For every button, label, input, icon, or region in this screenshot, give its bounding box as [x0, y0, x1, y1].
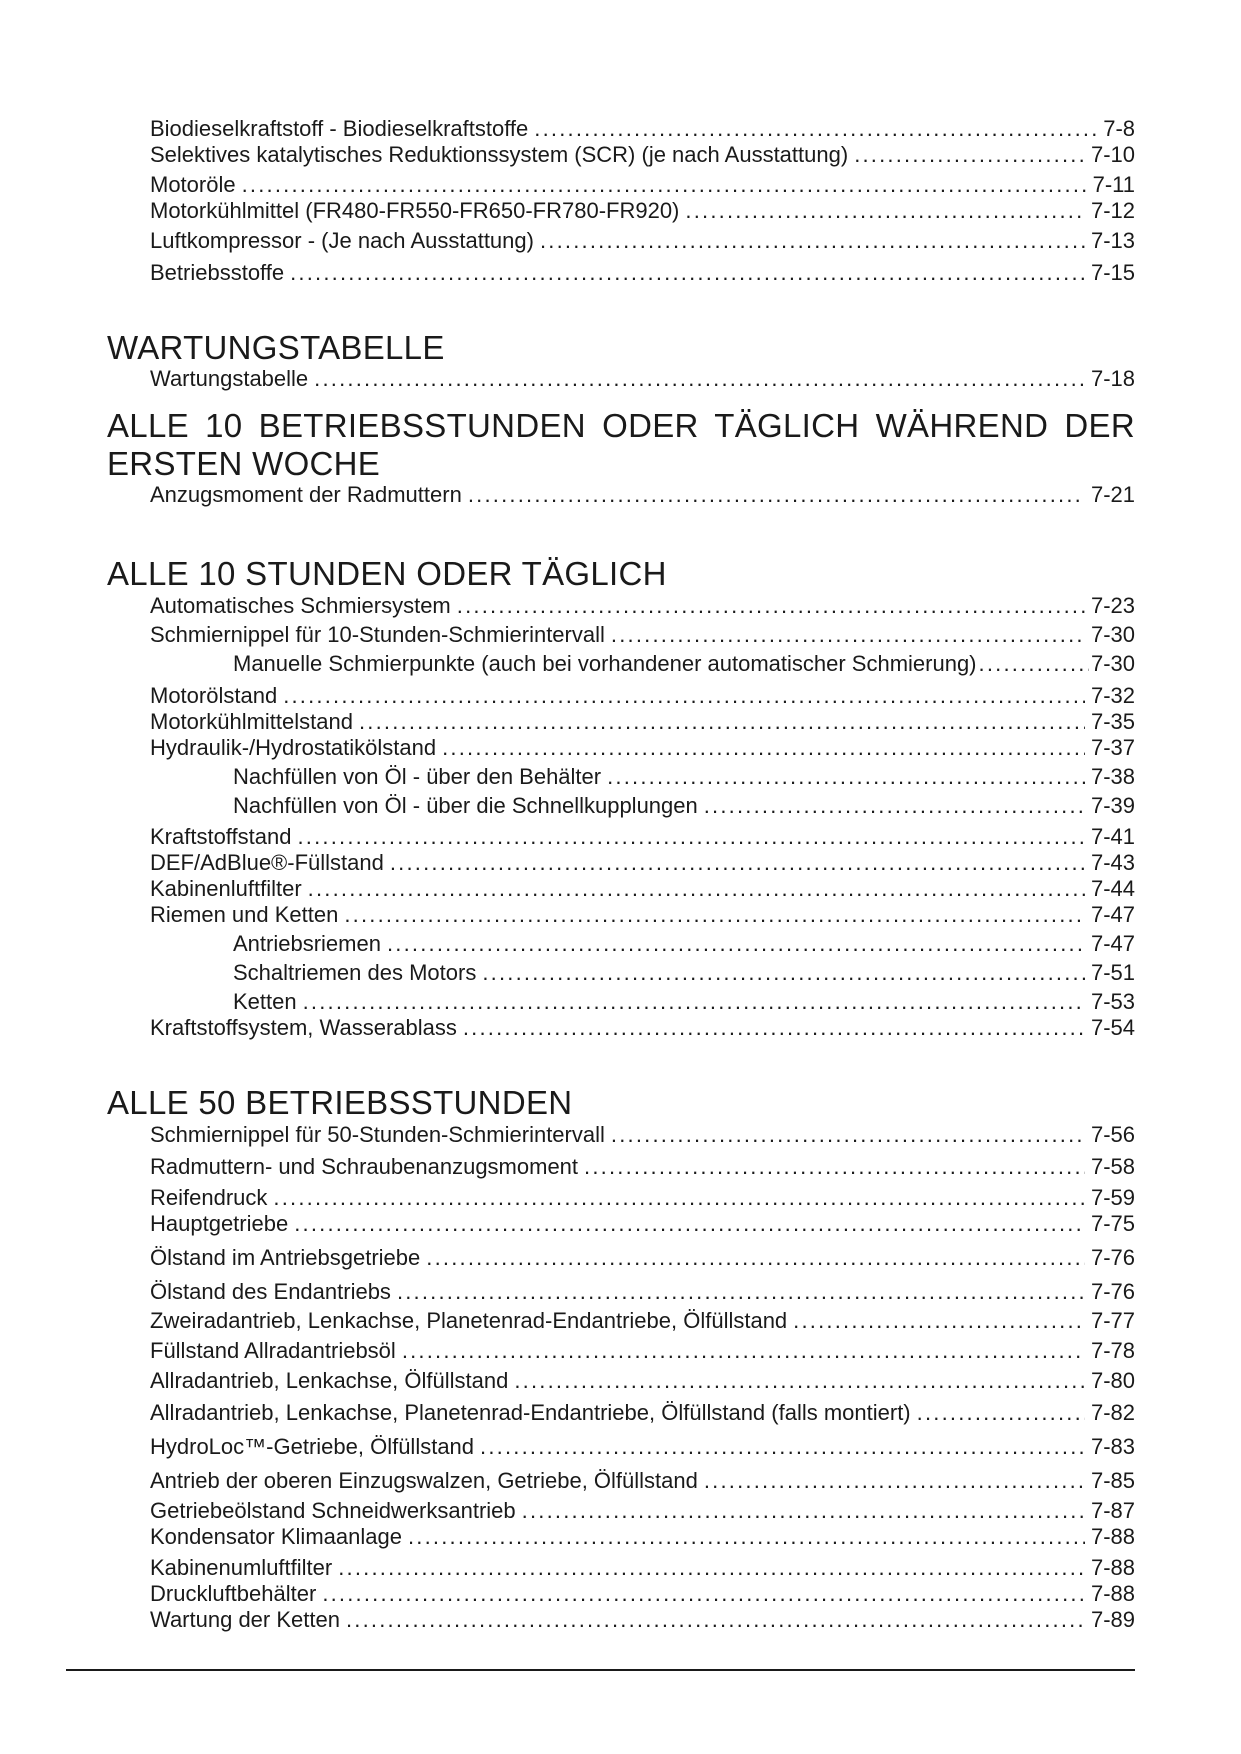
section-heading: ALLE 50 BETRIEBSSTUNDEN	[107, 1084, 573, 1121]
dot-leader	[314, 366, 1085, 392]
dot-leader	[468, 482, 1085, 508]
toc-entry-label: Anzugsmoment der Radmuttern	[150, 482, 462, 507]
toc-entry-label: Ölstand des Endantriebs	[150, 1279, 391, 1304]
dot-leader	[338, 1555, 1085, 1581]
toc-entry[interactable]	[150, 1400, 1135, 1426]
toc-entry-label: Selektives katalytisches Reduktionssystem (SCR) (je nach Ausstattung)	[150, 142, 849, 167]
toc-subentry[interactable]	[233, 651, 1135, 677]
toc-entry-page: 7-58	[1090, 1154, 1135, 1179]
toc-entry-page: 7-18	[1090, 366, 1135, 391]
toc-entry[interactable]	[150, 228, 1135, 254]
dot-leader	[442, 735, 1085, 761]
dot-leader	[522, 1498, 1085, 1524]
toc-entry[interactable]	[150, 1468, 1135, 1494]
dot-leader	[273, 1185, 1085, 1211]
toc-entry-label: Reifendruck	[150, 1185, 268, 1210]
dot-leader	[346, 1607, 1085, 1633]
toc-subentry[interactable]	[233, 793, 1135, 819]
dot-leader	[387, 931, 1085, 957]
toc-entry-page: 7-83	[1090, 1434, 1135, 1459]
toc-entry-page: 7-51	[1090, 960, 1135, 985]
toc-entry-page: 7-85	[1090, 1468, 1135, 1493]
dot-leader	[480, 1434, 1085, 1460]
toc-entry-label: Motoröle	[150, 172, 236, 197]
toc-entry-page: 7-88	[1090, 1555, 1135, 1580]
toc-entry-label: Biodieselkraftstoff - Biodieselkraftstoffe	[150, 116, 529, 141]
toc-entry-label: Nachfüllen von Öl - über den Behälter	[233, 764, 602, 789]
dot-leader	[242, 172, 1087, 198]
toc-entry[interactable]	[150, 198, 1135, 224]
dot-leader	[611, 622, 1085, 648]
toc-entry-page: 7-12	[1090, 198, 1135, 223]
toc-entry-page: 7-82	[1090, 1400, 1135, 1425]
toc-entry-label: Ölstand im Antriebsgetriebe	[150, 1245, 421, 1270]
toc-entry[interactable]	[150, 1434, 1135, 1460]
dot-leader	[482, 960, 1085, 986]
dot-leader	[283, 683, 1085, 709]
toc-subentry[interactable]	[233, 960, 1135, 986]
dot-leader	[704, 793, 1085, 819]
toc-entry-page: 7-30	[1090, 651, 1135, 676]
toc-entry[interactable]	[150, 1015, 1135, 1041]
dot-leader	[303, 989, 1085, 1015]
dot-leader	[463, 1015, 1085, 1041]
toc-entry-label: Riemen und Ketten	[150, 902, 339, 927]
toc-entry[interactable]	[150, 902, 1135, 928]
section-heading: ALLE 10 STUNDEN ODER TÄGLICH	[107, 555, 667, 592]
toc-entry[interactable]	[150, 1581, 1135, 1607]
toc-entry-page: 7-44	[1090, 876, 1135, 901]
dot-leader	[607, 764, 1085, 790]
toc-entry-label: Schaltriemen des Motors	[233, 960, 477, 985]
dot-leader	[685, 198, 1085, 224]
dot-leader	[979, 651, 1089, 677]
toc-entry-page: 7-53	[1090, 989, 1135, 1014]
dot-leader	[457, 593, 1085, 619]
toc-entry[interactable]	[150, 1555, 1135, 1581]
toc-entry[interactable]	[150, 709, 1135, 735]
toc-entry-page: 7-78	[1090, 1338, 1135, 1363]
toc-entry-label: Betriebsstoffe	[150, 260, 285, 285]
toc-entry[interactable]	[150, 116, 1135, 142]
dot-leader	[540, 228, 1085, 254]
toc-entry-label: Allradantrieb, Lenkachse, Planetenrad-Endantriebe, Ölfüllstand (falls montiert)	[150, 1400, 911, 1425]
toc-entry-label: Kraftstoffsystem, Wasserablass	[150, 1015, 457, 1040]
toc-entry[interactable]	[150, 1245, 1135, 1271]
dot-leader	[359, 709, 1085, 735]
toc-entry-label: Wartungstabelle	[150, 366, 309, 391]
toc-entry-page: 7-30	[1090, 622, 1135, 647]
toc-entry-label: HydroLoc™-Getriebe, Ölfüllstand	[150, 1434, 475, 1459]
toc-entry-label: Automatisches Schmiersystem	[150, 593, 451, 618]
toc-entry-page: 7-37	[1090, 735, 1135, 760]
toc-entry[interactable]	[150, 622, 1135, 648]
toc-entry[interactable]	[150, 260, 1135, 286]
toc-entry-label: Motorölstand	[150, 683, 278, 708]
dot-leader	[390, 850, 1085, 876]
dot-leader	[290, 260, 1085, 286]
dot-leader	[344, 902, 1085, 928]
toc-entry-label: Motorkühlmittel (FR480-FR550-FR650-FR780-FR920)	[150, 198, 680, 223]
toc-entry-page: 7-77	[1090, 1308, 1135, 1333]
toc-entry-page: 7-10	[1090, 142, 1135, 167]
toc-entry-label: Füllstand Allradantriebsöl	[150, 1338, 396, 1363]
toc-subentry[interactable]	[233, 764, 1135, 790]
toc-entry[interactable]	[150, 172, 1135, 198]
toc-entry-label: Allradantrieb, Lenkachse, Ölfüllstand	[150, 1368, 509, 1393]
toc-entry[interactable]	[150, 1607, 1135, 1633]
dot-leader	[408, 1524, 1085, 1550]
dot-leader	[704, 1468, 1085, 1494]
toc-entry-label: DEF/AdBlue®-Füllstand	[150, 850, 384, 875]
toc-entry-page: 7-56	[1090, 1122, 1135, 1147]
toc-entry-page: 7-13	[1090, 228, 1135, 253]
toc-entry[interactable]	[150, 1368, 1135, 1394]
toc-entry-label: Hauptgetriebe	[150, 1211, 289, 1236]
footer-rule	[66, 1669, 1135, 1671]
toc-entry-label: Druckluftbehälter	[150, 1581, 317, 1606]
section-heading: ALLE 10 BETRIEBSSTUNDEN ODER TÄGLICH WÄHREND DER ERSTEN WOCHE	[107, 407, 1135, 482]
toc-entry[interactable]	[150, 1154, 1135, 1180]
toc-entry-page: 7-32	[1090, 683, 1135, 708]
toc-entry-page: 7-54	[1090, 1015, 1135, 1040]
dot-leader	[793, 1308, 1085, 1334]
toc-entry[interactable]	[150, 1185, 1135, 1211]
toc-entry[interactable]	[150, 593, 1135, 619]
toc-entry-page: 7-43	[1090, 850, 1135, 875]
toc-entry-page: 7-76	[1090, 1279, 1135, 1304]
toc-entry[interactable]	[150, 876, 1135, 902]
dot-leader	[322, 1581, 1085, 1607]
toc-entry-page: 7-21	[1090, 482, 1135, 507]
toc-entry-label: Antrieb der oberen Einzugswalzen, Getriebe, Ölfüllstand	[150, 1468, 698, 1493]
toc-entry-label: Radmuttern- und Schraubenanzugsmoment	[150, 1154, 579, 1179]
toc-entry[interactable]	[150, 1308, 1135, 1334]
toc-entry-page: 7-80	[1090, 1368, 1135, 1393]
section-heading: WARTUNGSTABELLE	[107, 329, 445, 366]
toc-entry-label: Wartung der Ketten	[150, 1607, 340, 1632]
toc-entry[interactable]	[150, 1211, 1135, 1237]
toc-entry-label: Schmiernippel für 50-Stunden-Schmierintervall	[150, 1122, 605, 1147]
toc-entry-label: Manuelle Schmierpunkte (auch bei vorhandener automatischer Schmierung)	[233, 651, 977, 676]
toc-subentry[interactable]	[233, 931, 1135, 957]
dot-leader	[402, 1338, 1085, 1364]
toc-entry-page: 7-47	[1090, 902, 1135, 927]
toc-entry-label: Hydraulik-/Hydrostatikölstand	[150, 735, 437, 760]
toc-entry[interactable]	[150, 1498, 1135, 1524]
toc-entry-label: Schmiernippel für 10-Stunden-Schmierintervall	[150, 622, 605, 647]
toc-entry[interactable]	[150, 142, 1135, 168]
toc-entry[interactable]	[150, 1524, 1135, 1550]
toc-entry-label: Kondensator Klimaanlage	[150, 1524, 402, 1549]
toc-entry-page: 7-89	[1090, 1607, 1135, 1632]
toc-entry-page: 7-35	[1090, 709, 1135, 734]
toc-subentry[interactable]	[233, 989, 1135, 1015]
toc-entry-label: Kabinenluftfilter	[150, 876, 302, 901]
toc-entry[interactable]	[150, 683, 1135, 709]
toc-entry-page: 7-15	[1090, 260, 1135, 285]
dot-leader	[308, 876, 1085, 902]
dot-leader	[514, 1368, 1085, 1394]
dot-leader	[854, 142, 1085, 168]
dot-leader	[397, 1279, 1085, 1305]
toc-entry[interactable]	[150, 366, 1135, 392]
toc-entry[interactable]	[150, 1279, 1135, 1305]
toc-entry[interactable]	[150, 482, 1135, 508]
toc-entry-label: Ketten	[233, 989, 297, 1014]
dot-leader	[297, 824, 1085, 850]
toc-entry-page: 7-88	[1090, 1524, 1135, 1549]
toc-entry[interactable]	[150, 735, 1135, 761]
toc-entry-page: 7-39	[1090, 793, 1135, 818]
toc-entry-label: Luftkompressor - (Je nach Ausstattung)	[150, 228, 534, 253]
toc-entry-label: Getriebeölstand Schneidwerksantrieb	[150, 1498, 516, 1523]
dot-leader	[294, 1211, 1085, 1237]
toc-entry-page: 7-38	[1090, 764, 1135, 789]
toc-entry[interactable]	[150, 1338, 1135, 1364]
toc-entry-page: 7-41	[1090, 824, 1135, 849]
toc-entry-page: 7-59	[1090, 1185, 1135, 1210]
toc-entry-page: 7-8	[1103, 116, 1135, 141]
toc-entry-page: 7-76	[1090, 1245, 1135, 1270]
toc-entry[interactable]	[150, 824, 1135, 850]
toc-entry-page: 7-47	[1090, 931, 1135, 956]
dot-leader	[534, 116, 1097, 142]
dot-leader	[917, 1400, 1085, 1426]
toc-entry-label: Zweiradantrieb, Lenkachse, Planetenrad-Endantriebe, Ölfüllstand	[150, 1308, 788, 1333]
dot-leader	[584, 1154, 1085, 1180]
toc-entry-label: Antriebsriemen	[233, 931, 381, 956]
toc-entry-page: 7-23	[1090, 593, 1135, 618]
toc-entry-label: Motorkühlmittelstand	[150, 709, 353, 734]
toc-entry[interactable]	[150, 1122, 1135, 1148]
toc-entry-page: 7-75	[1090, 1211, 1135, 1236]
toc-entry-page: 7-87	[1090, 1498, 1135, 1523]
dot-leader	[426, 1245, 1085, 1271]
toc-entry-label: Kraftstoffstand	[150, 824, 292, 849]
toc-entry-label: Kabinenumluftfilter	[150, 1555, 333, 1580]
toc-entry-label: Nachfüllen von Öl - über die Schnellkupplungen	[233, 793, 698, 818]
toc-entry-page: 7-11	[1092, 172, 1135, 197]
toc-entry[interactable]	[150, 850, 1135, 876]
toc-entry-page: 7-88	[1090, 1581, 1135, 1606]
dot-leader	[611, 1122, 1085, 1148]
